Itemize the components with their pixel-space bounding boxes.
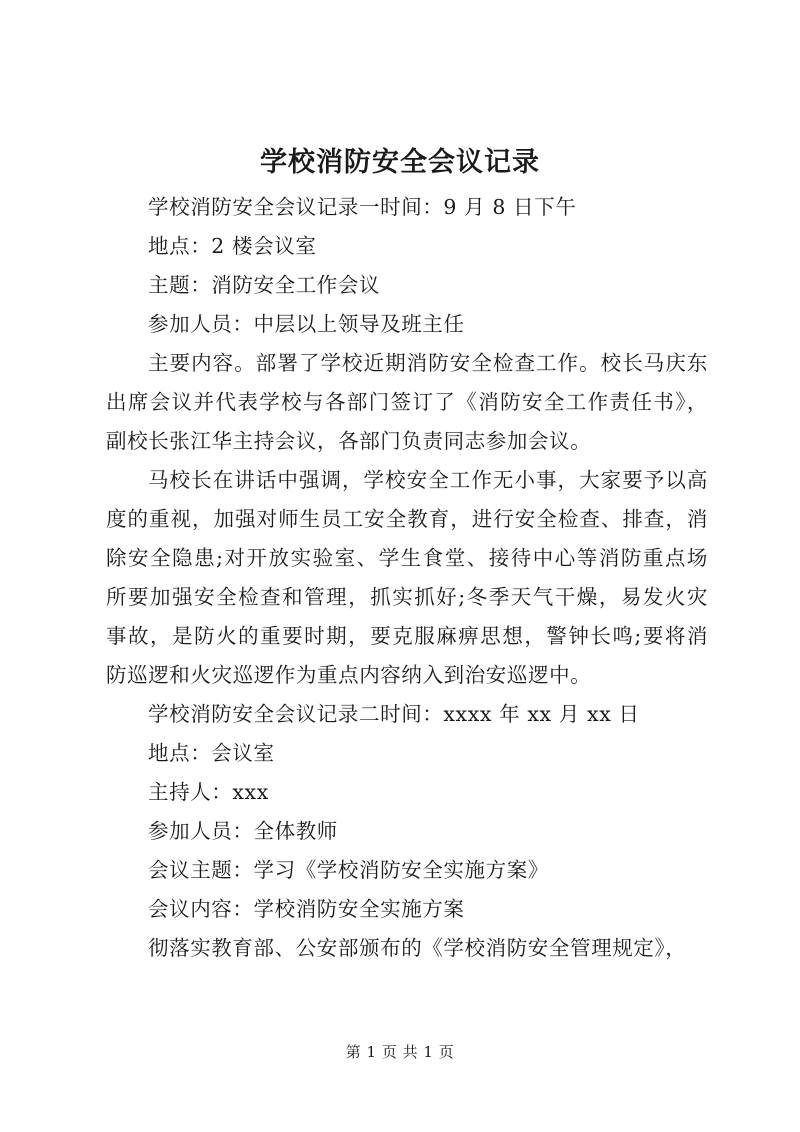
- record1-attendees-line: 参加人员：中层以上领导及班主任: [148, 312, 465, 336]
- record2-attendees-line: 参加人员：全体教师: [148, 819, 338, 843]
- record2-last-line: 彻落实教育部、公安部颁布的《学校消防安全管理规定》，: [148, 936, 687, 960]
- paragraph-line: 副校长张江华主持会议，各部门负责同志参加会议。: [106, 429, 592, 453]
- paragraph-line: 度的重视，加强对师生员工安全教育，进行安全检查、排查，消: [106, 507, 708, 531]
- paragraph-line: 除安全隐患;对开放实验室、学生食堂、接待中心等消防重点场: [106, 546, 708, 570]
- document-body: [106, 188, 708, 968]
- page-footer: 第 1 页 共 1 页: [345, 1043, 455, 1061]
- record1-speech-paragraph: [106, 461, 708, 695]
- document-title: 学校消防安全会议记录: [260, 147, 540, 178]
- record2-time-line: 学校消防安全会议记录二时间：xxxx 年 xx 月 xx 日: [148, 702, 640, 726]
- record1-place-line: 地点：2 楼会议室: [148, 234, 317, 258]
- paragraph-line: 出席会议并代表学校与各部门签订了《消防安全工作责任书》，: [106, 390, 708, 414]
- record2-theme-line: 会议主题：学习《学校消防安全实施方案》: [148, 858, 549, 882]
- record1-main-content-paragraph: [106, 344, 708, 461]
- record1-theme-line: 主题：消防安全工作会议: [148, 273, 381, 297]
- record2-place-line: 地点：会议室: [148, 741, 275, 765]
- paragraph-line: 防巡逻和火灾巡逻作为重点内容纳入到治安巡逻中。: [106, 663, 592, 687]
- record1-time-line: 学校消防安全会议记录一时间：9 月 8 日下午: [148, 195, 577, 219]
- paragraph-line: 主要内容。部署了学校近期消防安全检查工作。校长马庆东: [148, 351, 708, 375]
- paragraph-line: 事故，是防火的重要时期，要克服麻痹思想，警钟长鸣;要将消: [106, 624, 708, 648]
- record2-content-line: 会议内容：学校消防安全实施方案: [148, 897, 465, 921]
- paragraph-line: 马校长在讲话中强调，学校安全工作无小事，大家要予以高: [148, 468, 708, 492]
- paragraph-line: 所要加强安全检查和管理，抓实抓好;冬季天气干燥，易发火灾: [106, 585, 708, 609]
- record2-host-line: 主持人：xxx: [148, 780, 269, 804]
